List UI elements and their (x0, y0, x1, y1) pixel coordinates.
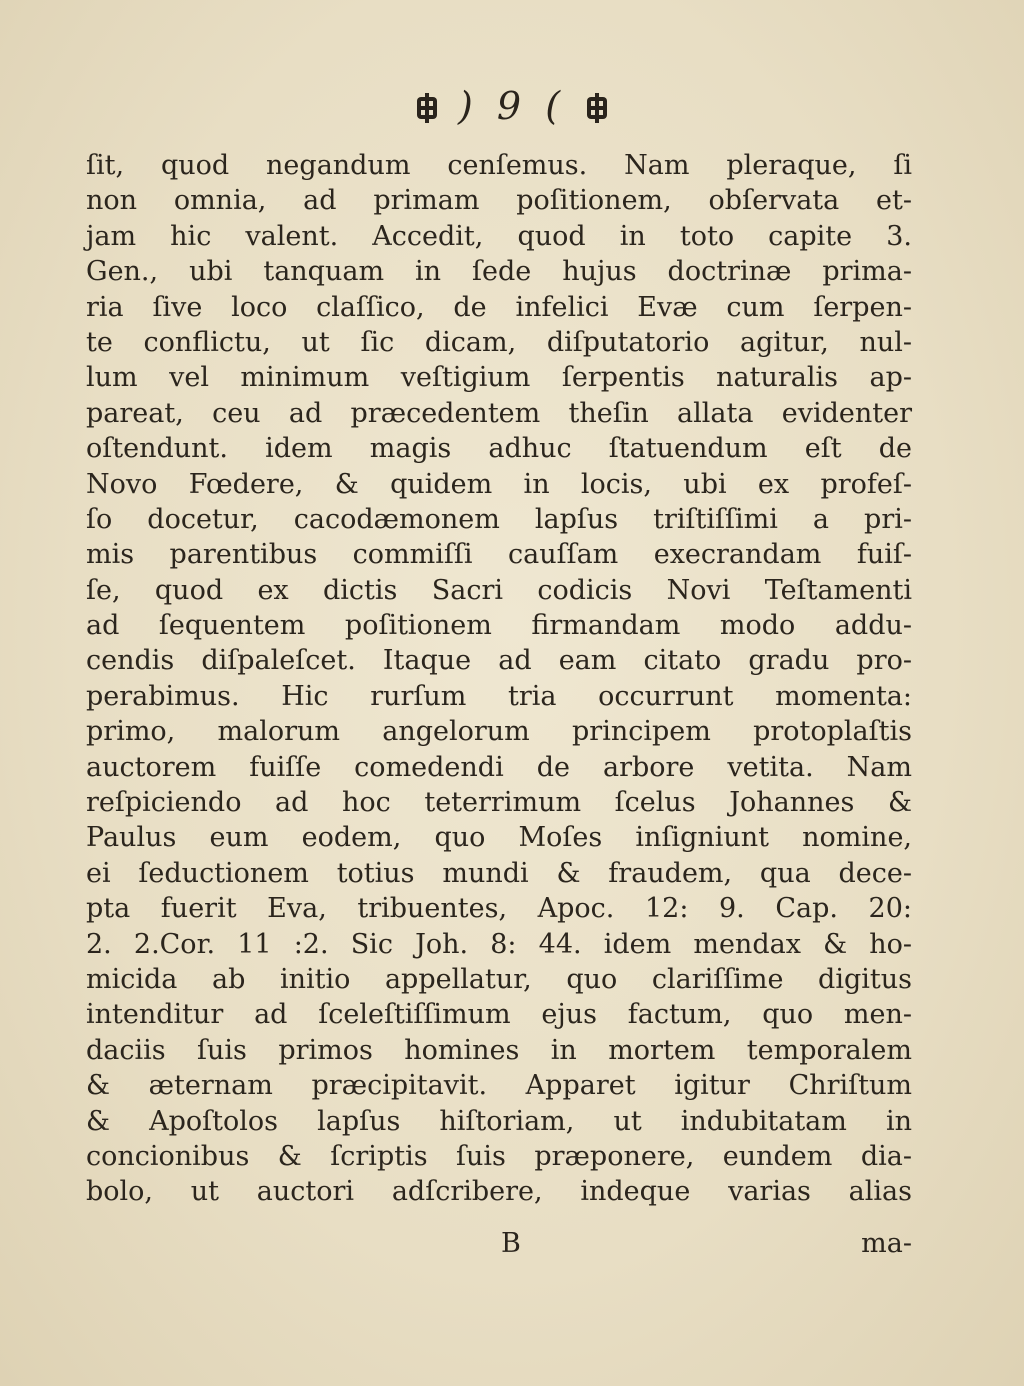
text-line: Novo Fœdere, & quidem in locis, ubi ex profeſ- (86, 468, 912, 500)
text-line: Paulus eum eodem, quo Moſes inſigniunt nomine, (86, 822, 912, 854)
text-line: non omnia, ad primam poſitionem, obſervata et- (86, 185, 912, 217)
text-line: micida ab initio appellatur, quo clariſſime digitus (86, 963, 912, 995)
text-line: lum vel minimum veſtigium ſerpentis naturalis ap- (86, 362, 912, 394)
body-text (86, 148, 912, 1210)
page-header (0, 80, 1024, 128)
text-line: intenditur ad ſceleſtiſſimum ejus factum, quo men- (86, 999, 912, 1031)
text-line: te conflictu, ut ſic dicam, diſputatorio agitur, nul- (86, 326, 912, 358)
header-left-paren: ) (457, 83, 479, 128)
catchword: ma- (861, 1228, 912, 1259)
text-line: ſo docetur, cacodæmonem lapſus triſtiſſimi a pri- (86, 503, 912, 535)
text-line: bolo, ut auctori adſcribere, indeque varias alias (86, 1176, 912, 1208)
text-line: & æternam præcipitavit. Apparet igitur Chriſtum (86, 1070, 912, 1102)
signature-mark: B (501, 1228, 521, 1259)
text-line: oſtendunt. idem magis adhuc ſtatuendum eſt de (86, 433, 912, 465)
text-line: cendis diſpaleſcet. Itaque ad eam citato gradu pro- (86, 645, 912, 677)
text-line: ſe, quod ex dictis Sacri codicis Novi Teſtamenti (86, 574, 912, 606)
text-line: perabimus. Hic rurſum tria occurrunt momenta: (86, 680, 912, 712)
text-line: concionibus & ſcriptis ſuis præponere, eundem dia- (86, 1140, 912, 1172)
text-line: reſpiciendo ad hoc teterrimum ſcelus Johannes & (86, 787, 912, 819)
text-line: Gen., ubi tanquam in ſede hujus doctrinæ prima- (86, 256, 912, 288)
text-line: & Apoſtolos lapſus hiſtoriam, ut indubitatam in (86, 1105, 912, 1137)
header-right-paren: ( (545, 83, 567, 128)
text-line: auctorem fuiſſe comedendi de arbore vetita. Nam (86, 751, 912, 783)
text-line: daciis ſuis primos homines in mortem temporalem (86, 1034, 912, 1066)
page-number: 9 (496, 83, 528, 128)
text-line: ei ſeductionem totius mundi & fraudem, qua dece- (86, 857, 912, 889)
text-line: pareat, ceu ad præcedentem theſin allata evidenter (86, 397, 912, 429)
fleuron-right-icon (584, 88, 610, 118)
text-line: ria ſive loco claſſico, de infelici Evæ cum ſerpen- (86, 291, 912, 323)
text-line: ſit, quod negandum cenſemus. Nam pleraque, ſi (86, 150, 912, 181)
text-line: primo, malorum angelorum principem protoplaſtis (86, 716, 912, 748)
text-line: jam hic valent. Accedit, quod in toto capite 3. (86, 220, 912, 252)
text-line: pta fuerit Eva, tribuentes, Apoc. 12: 9. Cap. 20: (86, 893, 912, 925)
fleuron-left-icon (414, 88, 440, 118)
text-line: mis parentibus commiſſi cauſſam execrandam fuiſ- (86, 539, 912, 571)
text-line: 2. 2.Cor. 11 :2. Sic Joh. 8: 44. idem mendax & ho- (86, 928, 912, 960)
text-line: ad ſequentem poſitionem firmandam modo addu- (86, 610, 912, 642)
page-footer (86, 1228, 912, 1268)
